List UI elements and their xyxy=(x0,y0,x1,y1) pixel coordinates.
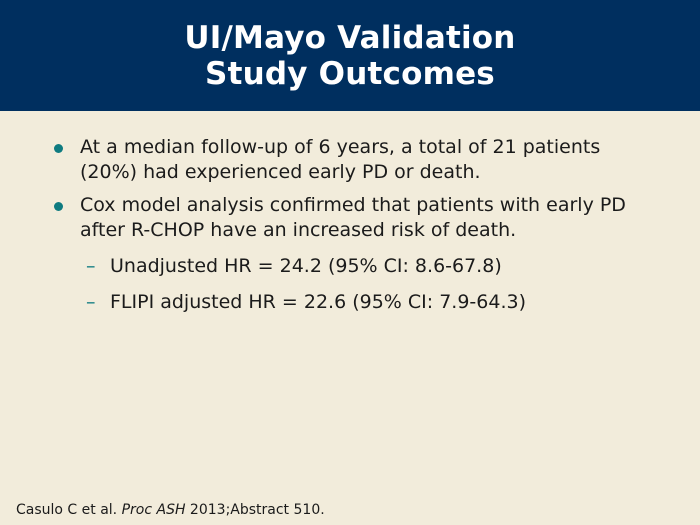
slide-header xyxy=(0,0,700,111)
sub-bullet-text: Unadjusted HR = 24.2 (95% CI: 8.6-67.8) xyxy=(110,255,502,277)
slide-title-line-2: Study Outcomes xyxy=(205,55,495,92)
sub-bullet-item-1 xyxy=(86,254,670,279)
bullet-item-2 xyxy=(80,193,680,243)
dash-icon: – xyxy=(86,291,96,313)
bullet-text-line: Cox model analysis confirmed that patients with early PD xyxy=(80,194,626,216)
bullet-text-line: (20%) had experienced early PD or death. xyxy=(80,161,481,183)
sub-bullet-text: FLIPI adjusted HR = 22.6 (95% CI: 7.9-64.3) xyxy=(110,291,526,313)
bullet-text-line: after R-CHOP have an increased risk of death. xyxy=(80,219,517,241)
citation-journal: Proc ASH xyxy=(121,502,186,518)
citation-details: 2013;Abstract 510. xyxy=(185,502,325,518)
bullet-dot-icon xyxy=(54,144,63,153)
bullet-item-1 xyxy=(80,135,680,185)
dash-icon: – xyxy=(86,255,96,277)
bullet-dot-icon xyxy=(54,202,63,211)
sub-bullet-item-2 xyxy=(86,290,670,315)
citation xyxy=(16,501,325,519)
slide-title-line-1: UI/Mayo Validation xyxy=(184,19,516,56)
citation-authors: Casulo C et al. xyxy=(16,502,122,518)
bullet-text-line: At a median follow-up of 6 years, a total of 21 patients xyxy=(80,136,601,158)
